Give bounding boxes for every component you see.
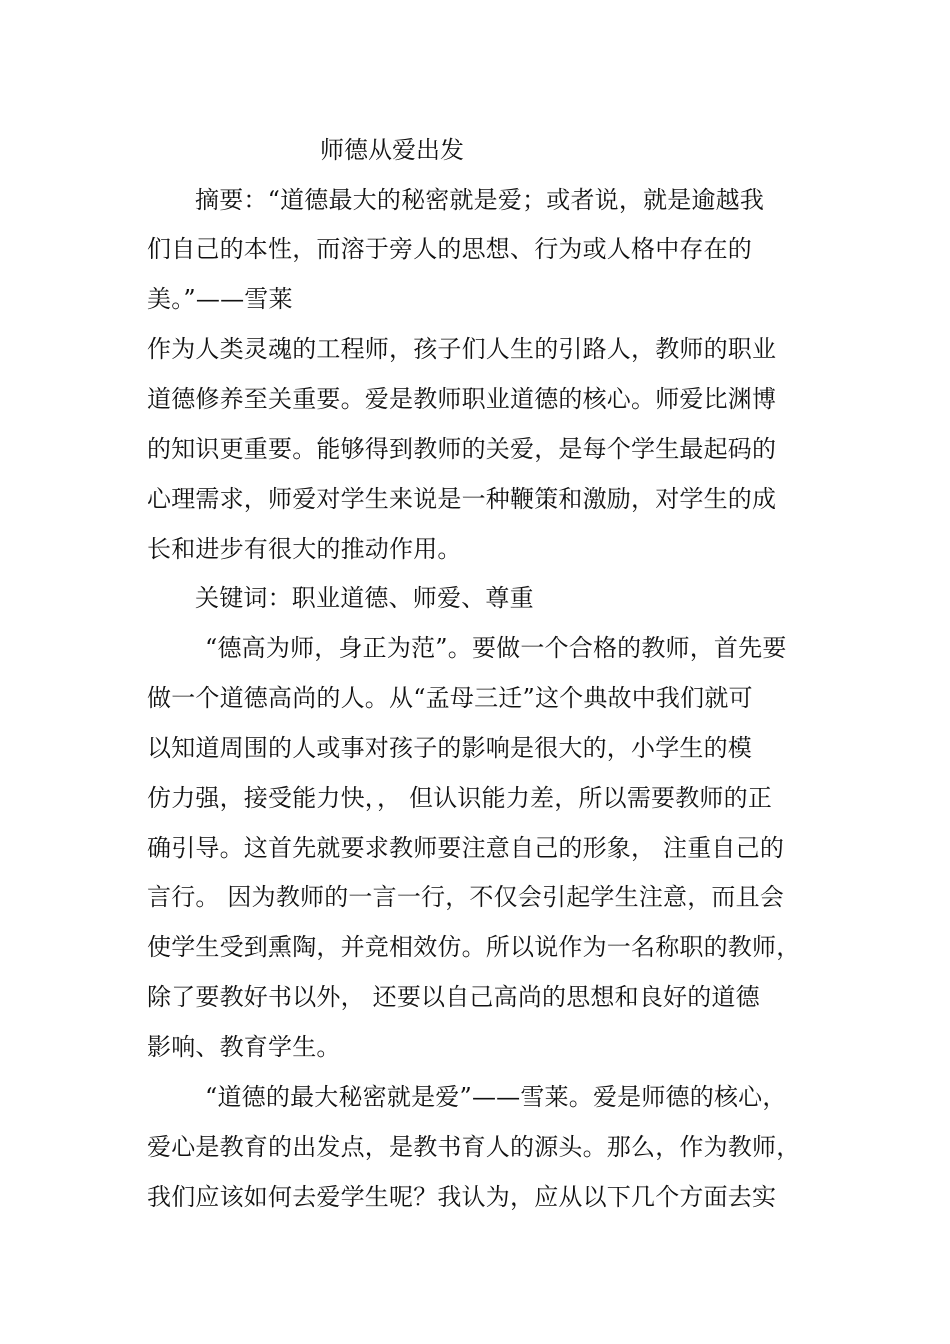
paragraph-line: 做一个道德高尚的人。从“孟母三迁”这个典故中我们就可 [147, 684, 753, 712]
paragraph-line: “道德的最大秘密就是爱”——雪莱。爱是师德的核心， [205, 1083, 787, 1111]
paragraph-line: 我们应该如何去爱学生呢？我认为，应从以下几个方面去实 [147, 1183, 777, 1211]
abstract-line-1: 摘要：“道德最大的秘密就是爱；或者说，就是逾越我 [195, 186, 765, 214]
paragraph-line: 言行。 因为教师的一言一行，不仅会引起学生注意，而且会 [147, 883, 785, 911]
paragraph-line: 除了要教好书以外， 还要以自己高尚的思想和良好的道德 [147, 983, 760, 1011]
paragraph-line: 的知识更重要。能够得到教师的关爱，是每个学生最起码的 [147, 435, 777, 463]
paragraph-line: 道德修养至关重要。爱是教师职业道德的核心。师爱比渊博 [147, 385, 777, 413]
abstract-line-3: 美。”——雪莱 [147, 285, 293, 313]
paragraph-line: 确引导。这首先就要求教师要注意自己的形象， 注重自己的 [147, 834, 785, 862]
paragraph-line: 爱心是教育的出发点，是教书育人的源头。那么，作为教师， [147, 1133, 801, 1161]
paragraph-line: 作为人类灵魂的工程师，孩子们人生的引路人，教师的职业 [147, 335, 777, 363]
document-title: 师德从爱出发 [320, 136, 464, 164]
paragraph-line: 仿力强，接受能力快，， 但认识能力差，所以需要教师的正 [147, 784, 773, 812]
keywords-line: 关键词：职业道德、师爱、尊重 [195, 584, 534, 612]
paragraph-line: 使学生受到熏陶，并竞相效仿。所以说作为一名称职的教师， [147, 933, 801, 961]
paragraph-line: 以知道周围的人或事对孩子的影响是很大的，小学生的模 [147, 734, 752, 762]
paragraph-line: 心理需求，师爱对学生来说是一种鞭策和激励，对学生的成 [147, 485, 777, 513]
paragraph-line: “德高为师，身正为范”。要做一个合格的教师，首先要 [205, 634, 787, 662]
abstract-line-2: 们自己的本性，而溶于旁人的思想、行为或人格中存在的 [147, 235, 752, 263]
paragraph-line: 长和进步有很大的推动作用。 [147, 535, 462, 563]
paragraph-line: 影响、教育学生。 [147, 1033, 341, 1061]
